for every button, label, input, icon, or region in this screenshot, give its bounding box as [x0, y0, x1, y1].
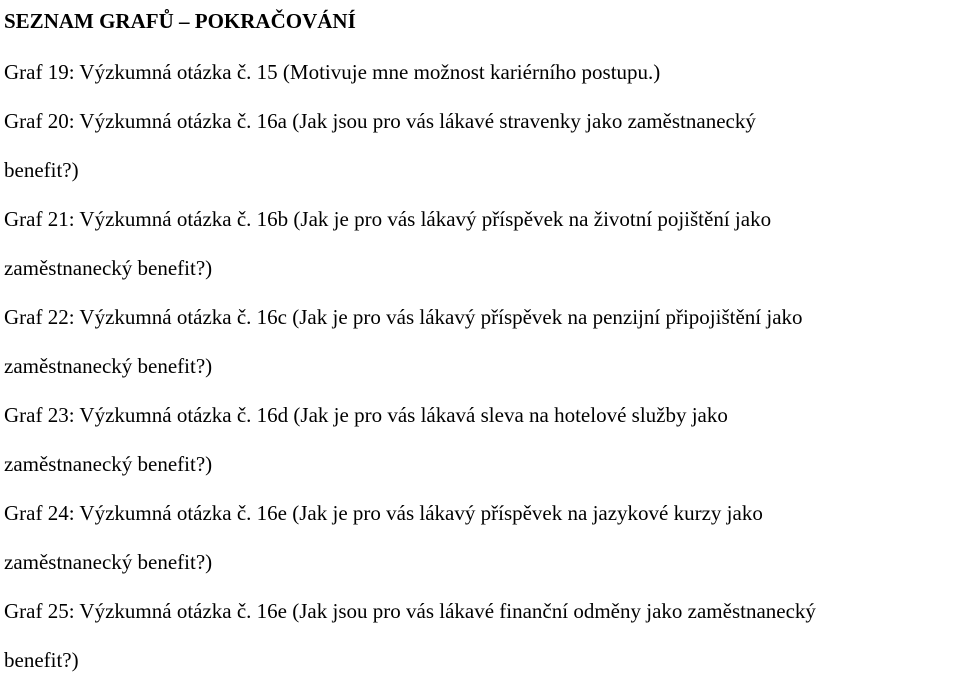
figure-entry-line: benefit?): [4, 648, 79, 672]
figure-entry-line: Graf 19: Výzkumná otázka č. 15 (Motivuje mne možnost kariérního postupu.): [4, 60, 661, 84]
figure-entry-line: Graf 25: Výzkumná otázka č. 16e (Jak jsou pro vás lákavé finanční odměny jako zaměstnanecký: [4, 599, 816, 623]
figure-entry-line: zaměstnanecký benefit?): [4, 256, 213, 280]
figure-entry-line: Graf 21: Výzkumná otázka č. 16b (Jak je pro vás lákavý příspěvek na životní pojištění jako: [4, 207, 772, 231]
document-page: [4, 0, 956, 685]
figure-entry-line: zaměstnanecký benefit?): [4, 550, 213, 574]
figure-entry-line: benefit?): [4, 158, 79, 182]
figure-entry-line: Graf 24: Výzkumná otázka č. 16e (Jak je pro vás lákavý příspěvek na jazykové kurzy jako: [4, 501, 763, 525]
figure-entry-19: [4, 48, 956, 97]
figure-entry-23: [4, 391, 956, 489]
figure-entry-22: [4, 293, 956, 391]
figure-list: [4, 48, 956, 685]
figure-entry-line: zaměstnanecký benefit?): [4, 452, 213, 476]
figure-entry-25: [4, 587, 956, 685]
figure-entry-20: [4, 97, 956, 195]
figure-entry-line: Graf 22: Výzkumná otázka č. 16c (Jak je pro vás lákavý příspěvek na penzijní připojištění jako: [4, 305, 803, 329]
figure-entry-line: zaměstnanecký benefit?): [4, 354, 213, 378]
figure-entry-21: [4, 195, 956, 293]
list-of-figures-heading: SEZNAM GRAFŮ – POKRAČOVÁNÍ: [4, 9, 356, 33]
figure-entry-line: Graf 20: Výzkumná otázka č. 16a (Jak jsou pro vás lákavé stravenky jako zaměstnanecký: [4, 109, 756, 133]
figure-entry-24: [4, 489, 956, 587]
figure-entry-line: Graf 23: Výzkumná otázka č. 16d (Jak je pro vás lákavá sleva na hotelové služby jako: [4, 403, 728, 427]
